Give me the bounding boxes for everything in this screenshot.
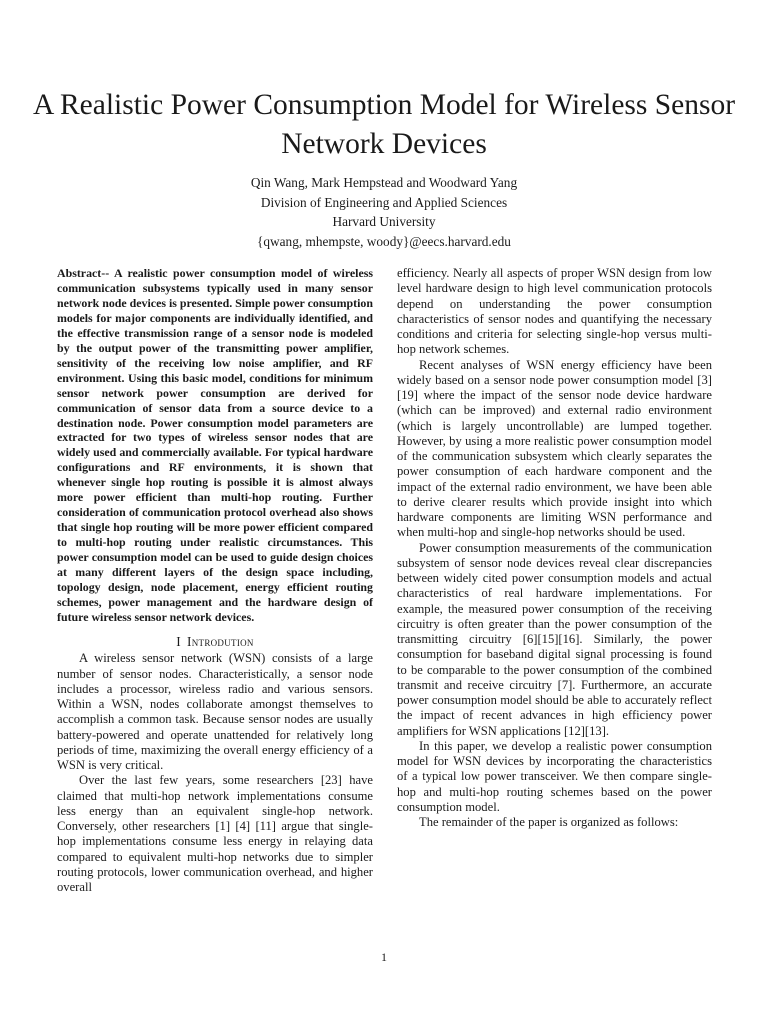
paragraph: Over the last few years, some researchers [23] have claimed that multi-hop network implementations consume less energy than an equivalent single-hop network. Conversely, other researchers [1] [4] [11] argue that single-hop implementations consume less energy in relaying data compared to equivalent multi-hop networks due to simpler routing protocols, lower communication overhead, and higher overall (57, 773, 373, 895)
author-names: Qin Wang, Mark Hempstead and Woodward Yang (250, 175, 518, 190)
paragraph: In this paper, we develop a realistic power consumption model for WSN devices by incorporating the characteristics of a typical low power transceiver. We then compare single-hop and multi-hop routing schemes based on the power consumption model. (397, 738, 712, 814)
paragraph: The remainder of the paper is organized as follows: (419, 815, 679, 829)
section-heading-introduction (57, 634, 373, 650)
paragraph: Recent analyses of WSN energy efficiency have been widely based on a sensor node power consumption model [3] [19] where the impact of the sensor node device hardware (which can be improved) and external radio environment (which is largely uncontrollable) are lumped together. However, by using a more realistic power consumption model of the communication subsystem which clearly separates the power consumption of each hardware component and the impact of the external radio environment, we have been able to derive clearer results which provide insight into which hardware components are limiting WSN performance and when multi-hop and single-hop networks should be used. (397, 357, 712, 540)
author-university: Harvard University (332, 214, 436, 229)
abstract: Abstract-- A realistic power consumption model of wireless communication subsystems typically used in many sensor network node devices is presented. Simple power consumption models for major components are individually identified, and the effective transmission range of a sensor node is modeled by the output power of the transmitting power amplifier, sensitivity of the receiving low noise amplifier, and RF environment. Using this basic model, conditions for minimum sensor network power consumption are derived for communication of sensor data from a source device to a destination node. Power consumption model parameters are extracted for two types of wireless sensor nodes that are widely used and commercially available. For typical hardware configurations and RF environments, it is shown that whenever single hop routing is possible it is almost always more power efficient than multi-hop routing. Further consideration of communication protocol overhead also shows that single hop routing will be more power efficient compared to multi-hop routing under realistic circumstances. This power consumption model can be used to guide design choices at many different layers of the design space including, topology design, node placement, energy efficient routing schemes, power management and the hardware design of future wireless sensor network devices. (57, 266, 373, 624)
paragraph: A wireless sensor network (WSN) consists of a large number of sensor nodes. Characteristically, a sensor node includes a processor, wireless radio and various sensors. Within a WSN, nodes collaborate amongst themselves to accomplish a common task. Because sensor nodes are usually battery-powered and operate unattended for relatively long periods of time, maximizing the overall energy efficiency of a WSN is very critical. (57, 651, 373, 773)
author-affiliation: Division of Engineering and Applied Sciences (260, 194, 508, 210)
section-title: Introdution (187, 633, 254, 649)
author-email: {qwang, mhempste, woody}@eecs.harvard.edu (257, 233, 511, 249)
right-column (397, 266, 712, 830)
paragraph: Power consumption measurements of the communication subsystem of sensor node devices reveal clear discrepancies between widely cited power consumption models and actual characteristics of real hardware implementations. For example, the measured power consumption of the receiving circuitry is often greater than the power consumption of the transmitting circuitry [6][15][16]. Similarly, the power consumption for baseband digital signal processing is found to be comparable to the power consumption of the combined transmit and receive circuitry [7]. Furthermore, an accurate power consumption model should be able to accurately reflect the impact of recent advances in high efficiency power amplifiers for WSN applications [12][13]. (397, 540, 712, 738)
page-number: 1 (381, 950, 387, 964)
paragraph: efficiency. Nearly all aspects of proper WSN design from low level hardware design to high level communication protocols depend on understanding the power consumption characteristics of sensor nodes and quantifying the necessary conditions and criteria for selecting single-hop versus multi-hop network schemes. (397, 266, 712, 357)
author-block (40, 173, 728, 251)
section-number: I (176, 633, 181, 649)
paper-title: A Realistic Power Consumption Model for Wireless Sensor Network Devices (32, 89, 736, 160)
left-column (57, 266, 373, 895)
